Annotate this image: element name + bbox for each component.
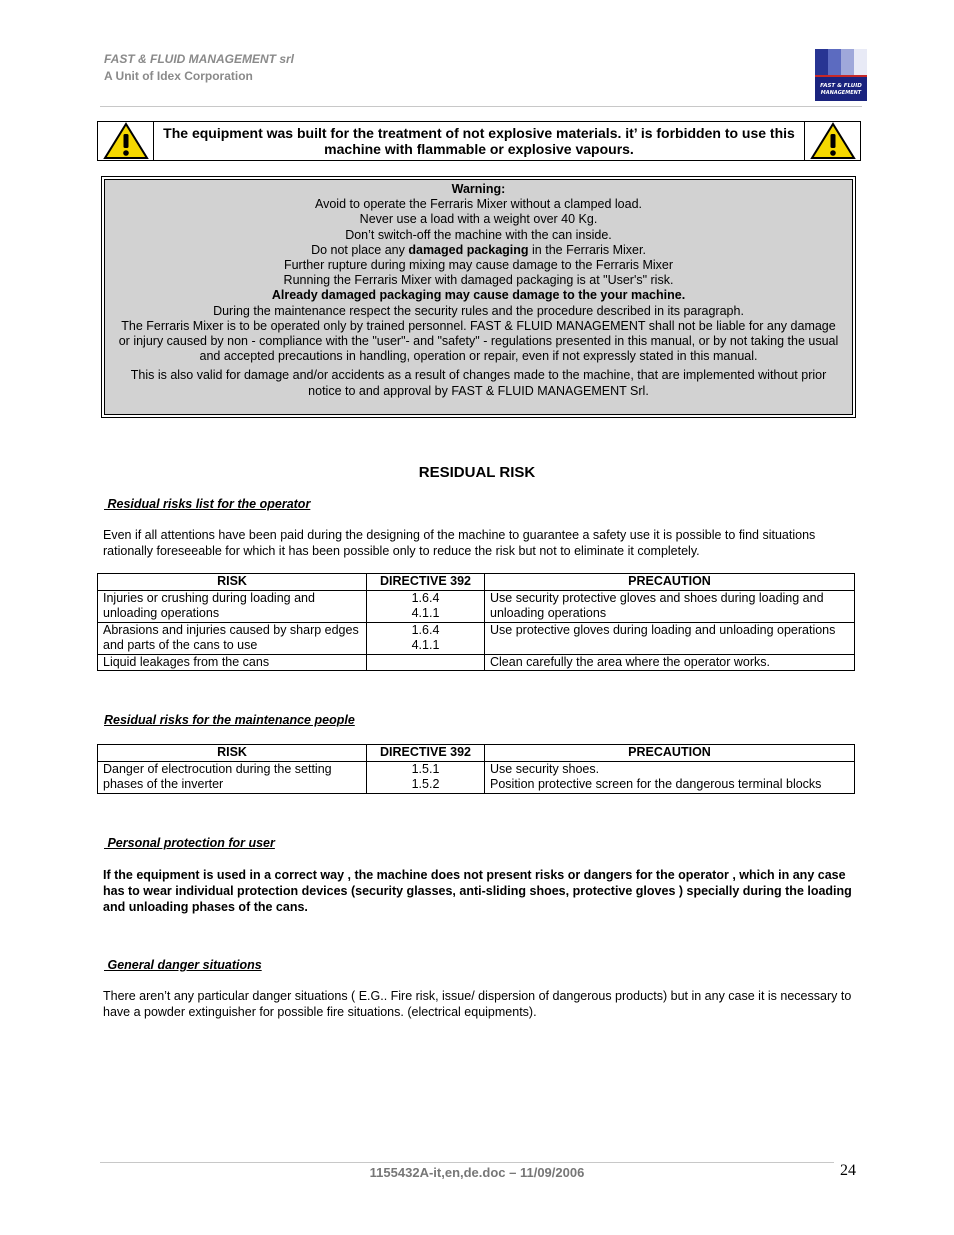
directive-cell (367, 590, 485, 622)
maintenance-risk-table (97, 744, 855, 794)
directive-ref: 4.1.1 (411, 638, 440, 652)
column-header: PRECAUTION (485, 574, 855, 591)
warning-box (101, 176, 856, 418)
precaution-cell (485, 761, 855, 793)
operator-risks-heading: Residual risks list for the operator (104, 497, 311, 511)
footer-document-id: 1155432A-it,en,de.doc – 11/09/2006 (369, 1165, 585, 1180)
warning-line: Don’t switch-off the machine with the can inside. (345, 227, 612, 242)
risk-cell: Liquid leakages from the cans (98, 654, 367, 671)
warning-triangle-icon (98, 122, 154, 160)
warning-line: This is also valid for damage and/or accidents as a result of changes made to the machine, that are implemented without prior notice to and approval by FAST & FLUID MANAGEMENT Srl. (130, 368, 827, 398)
directive-ref: 1.5.2 (411, 777, 440, 791)
precaution-cell: Use protective gloves during loading and unloading operations (485, 622, 855, 654)
table-row (98, 654, 855, 671)
warning-text: in the Ferraris Mixer. (528, 242, 646, 257)
directive-ref: 4.1.1 (411, 606, 440, 620)
precaution-line: Position protective screen for the dangerous terminal blocks (490, 777, 822, 791)
directive-ref: 1.6.4 (411, 622, 440, 637)
precaution-cell: Clean carefully the area where the operator works. (485, 654, 855, 671)
company-logo (815, 49, 867, 101)
footer-divider (100, 1162, 834, 1163)
warning-line: Further rupture during mixing may cause damage to the Ferraris Mixer (283, 258, 674, 273)
personal-protection-text: If the equipment is used in a correct way , the machine does not present risks or dangers for the operator , which in any case has to wear individual protection devices (security glasses, anti-sliding shoes, protective gloves ) specially during the loading and unloading phases of the cans. (103, 868, 852, 914)
warning-text-bold: damaged packaging (408, 242, 529, 257)
warning-line: Already damaged packaging may cause damage to the your machine. (271, 288, 686, 303)
warning-line: Running the Ferraris Mixer with damaged packaging is at "User's" risk. (283, 273, 674, 288)
header-divider (100, 106, 862, 107)
precaution-cell: Use security protective gloves and shoes during loading and unloading operations (485, 590, 855, 622)
risk-cell: Injuries or crushing during loading and unloading operations (98, 590, 367, 622)
svg-text:FAST & FLUID: FAST & FLUID (820, 83, 862, 89)
operator-risks-intro: Even if all attentions have been paid during the designing of the machine to guarantee a safety use it is possible to find situations rationally foreseeable for which it has been possible only to reduce the risk but not to eliminate it completely. (103, 528, 816, 558)
column-header: DIRECTIVE 392 (367, 745, 485, 762)
svg-text:MANAGEMENT: MANAGEMENT (820, 90, 862, 96)
personal-protection-heading: Personal protection for user (104, 836, 275, 850)
directive-cell (367, 761, 485, 793)
precaution-line: Use security shoes. (490, 761, 600, 776)
warning-line (105, 243, 852, 258)
warning-line: The Ferraris Mixer is to be operated only by trained personnel. FAST & FLUID MANAGEMENT shall not be liable for any damage or injury caused by non - compliance with the "user"- and "safety" - regulations presented in this manual, or by not taking the usual and accepted precautions in handling, operation or repair, even if not expressly stated in this manual. (118, 318, 839, 364)
column-header: DIRECTIVE 392 (367, 574, 485, 591)
column-header: RISK (98, 574, 367, 591)
maintenance-risks-heading: Residual risks for the maintenance people (104, 713, 355, 727)
warning-text: Do not place any (311, 242, 409, 257)
table-row (98, 590, 855, 622)
table-row (98, 761, 855, 793)
directive-ref: 1.5.1 (411, 761, 440, 776)
page-number: 24 (840, 1162, 856, 1179)
risk-cell: Abrasions and injuries caused by sharp edges and parts of the cans to use (98, 622, 367, 654)
company-unit: A Unit of Idex Corporation (104, 69, 253, 83)
warning-title: Warning: (451, 182, 506, 196)
column-header: PRECAUTION (485, 745, 855, 762)
directive-cell (367, 654, 485, 671)
warning-line: Never use a load with a weight over 40 Kg. (359, 212, 598, 227)
general-danger-text: There aren’t any particular danger situations ( E.G.. Fire risk, issue/ dispersion of dangerous products) but in any case it is necessary to have a powder extinguisher for possible fire situations. (electrical equipments). (103, 989, 852, 1019)
warning-line: Avoid to operate the Ferraris Mixer without a clamped load. (314, 197, 642, 212)
table-row (98, 622, 855, 654)
warning-line: During the maintenance respect the security rules and the procedure described in its paragraph. (213, 303, 744, 318)
warning-triangle-icon (804, 122, 860, 160)
risk-cell: Danger of electrocution during the setting phases of the inverter (98, 761, 367, 793)
section-title: RESIDUAL RISK (418, 464, 536, 481)
general-danger-heading: General danger situations (104, 958, 262, 972)
explosive-warning-banner (97, 121, 861, 161)
column-header: RISK (98, 745, 367, 762)
banner-message: The equipment was built for the treatment of not explosive materials. it’ is forbidden to use this machine with flammable or explosive vapours. (163, 125, 795, 157)
directive-ref: 1.6.4 (411, 590, 440, 605)
operator-risk-table (97, 573, 855, 671)
directive-cell (367, 622, 485, 654)
company-name: FAST & FLUID MANAGEMENT srl (104, 52, 295, 66)
